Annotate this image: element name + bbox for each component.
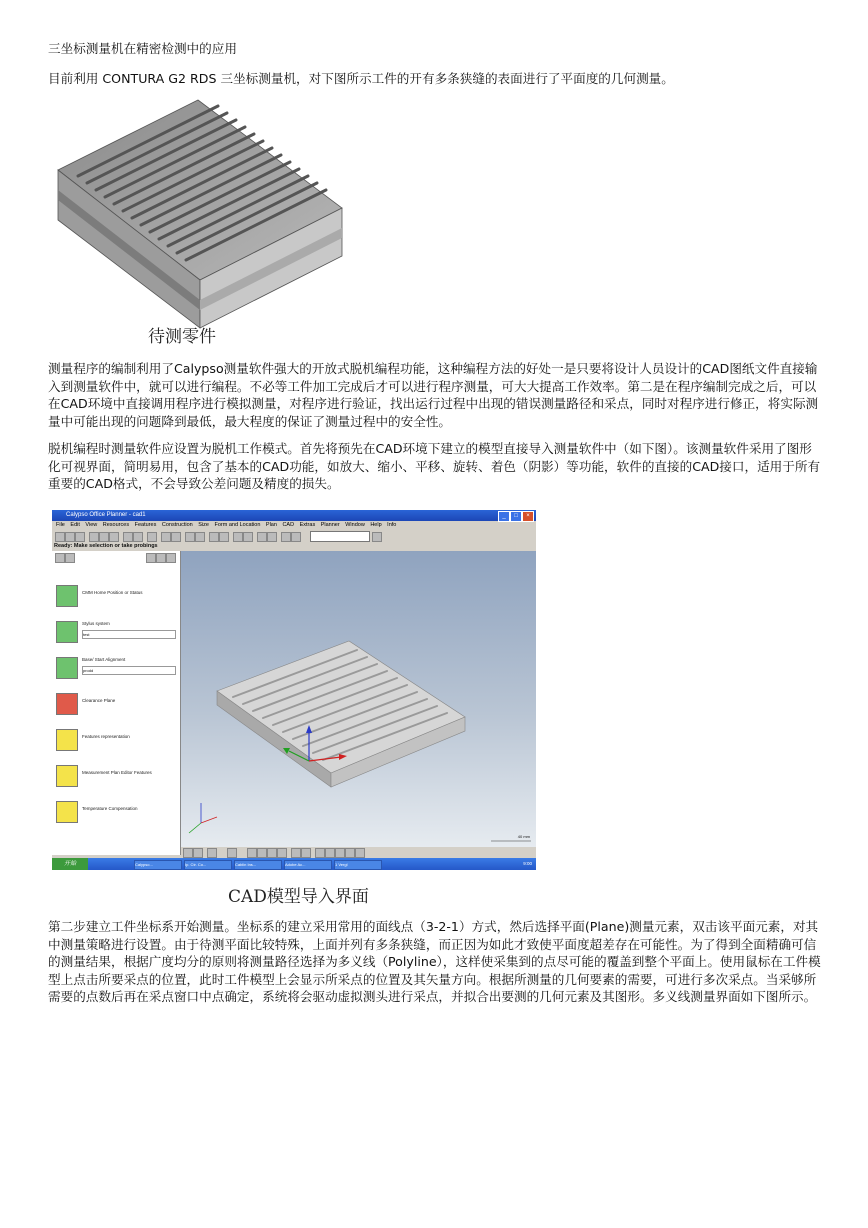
menu-info[interactable]: Info [387, 522, 397, 528]
menu-help[interactable]: Help [370, 522, 382, 528]
plan-icon[interactable] [161, 532, 171, 542]
figure1-caption: 待测零件 [148, 327, 216, 347]
section-icon[interactable] [315, 848, 325, 858]
new-icon[interactable] [55, 532, 65, 542]
menu-planner[interactable]: Planner [320, 522, 340, 528]
view-iso-icon[interactable] [207, 848, 217, 858]
taskbar-item[interactable]: Ip. Ctr. Co... [184, 860, 232, 870]
binoculars-icon[interactable] [147, 532, 157, 542]
chart-icon[interactable] [267, 532, 277, 542]
paragraph-offline-mode: 脱机编程时测量软件应设置为脱机工作模式。首先将预先在CAD环境下建立的模型直接导入测量软件中（如下图）。该测量软件采用了图形化可视界面，简明易用，包含了基本的CAD功能，如放大、缩小、平移、旋转、着色（阴影）等功能，软件的直接的CAD接口，适用于所有重要的CAD格式，不会导致公差问题及精度的损失。 [48, 441, 821, 491]
tool-icon[interactable] [257, 532, 267, 542]
plan-editor-icon [56, 765, 78, 787]
table-icon[interactable] [219, 532, 229, 542]
toolbar-combo[interactable] [310, 531, 370, 542]
cad-import-screenshot [52, 510, 536, 870]
app-status-text: Ready: Make selection or take probings [54, 543, 158, 549]
windows-taskbar [52, 858, 536, 870]
panel-item-label: Clearance Plane [82, 698, 116, 703]
open-icon[interactable] [65, 532, 75, 542]
panel-item-label: CMM Home Position or Status [82, 590, 143, 595]
arrow-icon[interactable] [372, 532, 382, 542]
view-top-icon[interactable] [193, 848, 203, 858]
run-icon[interactable] [171, 532, 181, 542]
paste-icon[interactable] [109, 532, 119, 542]
menu-plan[interactable]: Plan [265, 522, 277, 528]
view-front-icon[interactable] [183, 848, 193, 858]
maximize-button[interactable]: □ [510, 511, 522, 522]
rotate-icon[interactable] [291, 848, 301, 858]
zoom-out-icon[interactable] [257, 848, 267, 858]
panel-item-label: Features representation [82, 734, 130, 739]
menu-size[interactable]: Size [198, 522, 209, 528]
layer-icon[interactable] [345, 848, 355, 858]
panel-item-label: Stylus system [82, 621, 110, 626]
stylus-icon [56, 621, 78, 643]
taskbar-item[interactable]: Adobe Ac... [284, 860, 332, 870]
grid-icon[interactable] [209, 532, 219, 542]
planner-left-panel [52, 551, 181, 855]
alignment-icon [56, 657, 78, 679]
menu-view[interactable]: View [85, 522, 98, 528]
cut-icon[interactable] [89, 532, 99, 542]
report-icon[interactable] [195, 532, 205, 542]
menu-edit[interactable]: Edit [70, 522, 80, 528]
scale-label: 40 mm [517, 834, 530, 839]
cad-model-render [181, 551, 536, 847]
panel-settings-icon[interactable] [65, 553, 75, 563]
panel-up-icon[interactable] [166, 553, 176, 563]
cmm-home-icon [56, 585, 78, 607]
panel-item-label: Temperature Compensation [82, 806, 138, 811]
save-icon[interactable] [75, 532, 85, 542]
taskbar-item[interactable]: Calypso... [134, 860, 182, 870]
features-icon [56, 729, 78, 751]
light-icon[interactable] [325, 848, 335, 858]
menu-form-location[interactable]: Form and Location [214, 522, 261, 528]
taskbar-clock: 9:00 [523, 861, 532, 866]
figure2-caption: CAD模型导入界面 [228, 887, 369, 907]
menu-features[interactable]: Features [134, 522, 157, 528]
menu-file[interactable]: File [56, 522, 65, 528]
help-icon[interactable] [233, 532, 243, 542]
select-icon[interactable] [301, 848, 311, 858]
panel-item-label: Base/ Start Alignment [82, 657, 126, 662]
view-toolbar [181, 847, 536, 858]
panel-down-icon[interactable] [156, 553, 166, 563]
menu-extras[interactable]: Extras [299, 522, 316, 528]
document-title: 三坐标测量机在精密检测中的应用 [48, 41, 237, 56]
probe-icon[interactable] [291, 532, 301, 542]
panel-grid-icon[interactable] [146, 553, 156, 563]
clearance-icon [56, 693, 78, 715]
app-toolbar [52, 530, 536, 542]
paragraph-offline-programming: 测量程序的编制利用了Calypso测量软件强大的开放式脱机编程功能，这种编程方法的好处一是只要将设计人员设计的CAD图纸文件直接输入到测量软件中，就可以进行编程。不必等工件加工完成后才可以进行程序测量，可大大提高工作效率。第二是在程序编制完成之后，可以在CAD环境中直接调用程序进行模拟测量，对程序进行验证，找出运行过程中出现的错误测量路径和采点，同时对程序进行修正，将实际测量中可能出现的问题降到最低，最大程度的保证了测量过程中的安全性。 [48, 361, 819, 429]
panel-tool-icon[interactable] [55, 553, 65, 563]
menu-cad[interactable]: CAD [282, 522, 295, 528]
zoom-fit-icon[interactable] [267, 848, 277, 858]
measure-icon[interactable] [281, 532, 291, 542]
copy-icon[interactable] [99, 532, 109, 542]
info-icon[interactable] [243, 532, 253, 542]
menu-construction[interactable]: Construction [161, 522, 193, 528]
app-menubar [52, 521, 536, 530]
stylus-field[interactable]: test [82, 630, 176, 639]
cad-viewport[interactable] [181, 551, 536, 847]
temperature-icon [56, 801, 78, 823]
pan-icon[interactable] [277, 848, 287, 858]
print-icon[interactable] [185, 532, 195, 542]
menu-window[interactable]: Window [345, 522, 365, 528]
undo-icon[interactable] [123, 532, 133, 542]
start-button[interactable]: 开始 [52, 858, 88, 870]
fill-icon[interactable] [335, 848, 345, 858]
menu-resources[interactable]: Resources [102, 522, 130, 528]
fit-icon[interactable] [355, 848, 365, 858]
close-button[interactable]: × [522, 511, 534, 522]
alignment-field[interactable]: prodd [82, 666, 176, 675]
paragraph-coordinate-system: 第二步建立工件坐标系开始测量。坐标系的建立采用常用的面线点（3-2-1）方式，然后选择平面(Plane)测量元素，双击该平面元素，对其中测量策略进行设置。由于待测平面比较特殊，上面并列有多条狭缝，而正因为如此才致使平面度超差存在可能性。为了得到全面精确可信的测量结果，根据广度均分的原则将测量路径选择为多义线（Polyline），这样使采集到的点尽可能的覆盖到整个平面上。使用鼠标在工件模型上点击所要采点的位置，此时工件模型上会显示所采点的位置及其矢量方向。根据所测量的几何要素的需要，可进行多次采点。当采够所需要的点数后再在采点窗口中点确定，系统将会驱动虚拟测头进行采点，并拟合出要测的几何元素及其图形。多义线测量界面如下图所示。 [48, 919, 821, 1004]
minimize-button[interactable]: _ [498, 511, 510, 522]
panel-item-label: Measurement Plan Editor Features [82, 770, 152, 775]
view-shade-icon[interactable] [227, 848, 237, 858]
intro-paragraph: 目前利用 CONTURA G2 RDS 三坐标测量机，对下图所示工件的开有多条狭缝的表面进行了平面度的几何测量。 [48, 71, 674, 86]
workpiece-figure [50, 98, 350, 330]
app-titlebar [52, 510, 536, 521]
taskbar-item[interactable]: 1 Vergl [334, 860, 382, 870]
redo-icon[interactable] [133, 532, 143, 542]
taskbar-item[interactable]: Cablin Ins... [234, 860, 282, 870]
app-window-title: Calypso Office Planner - cad1 [66, 512, 146, 518]
zoom-in-icon[interactable] [247, 848, 257, 858]
